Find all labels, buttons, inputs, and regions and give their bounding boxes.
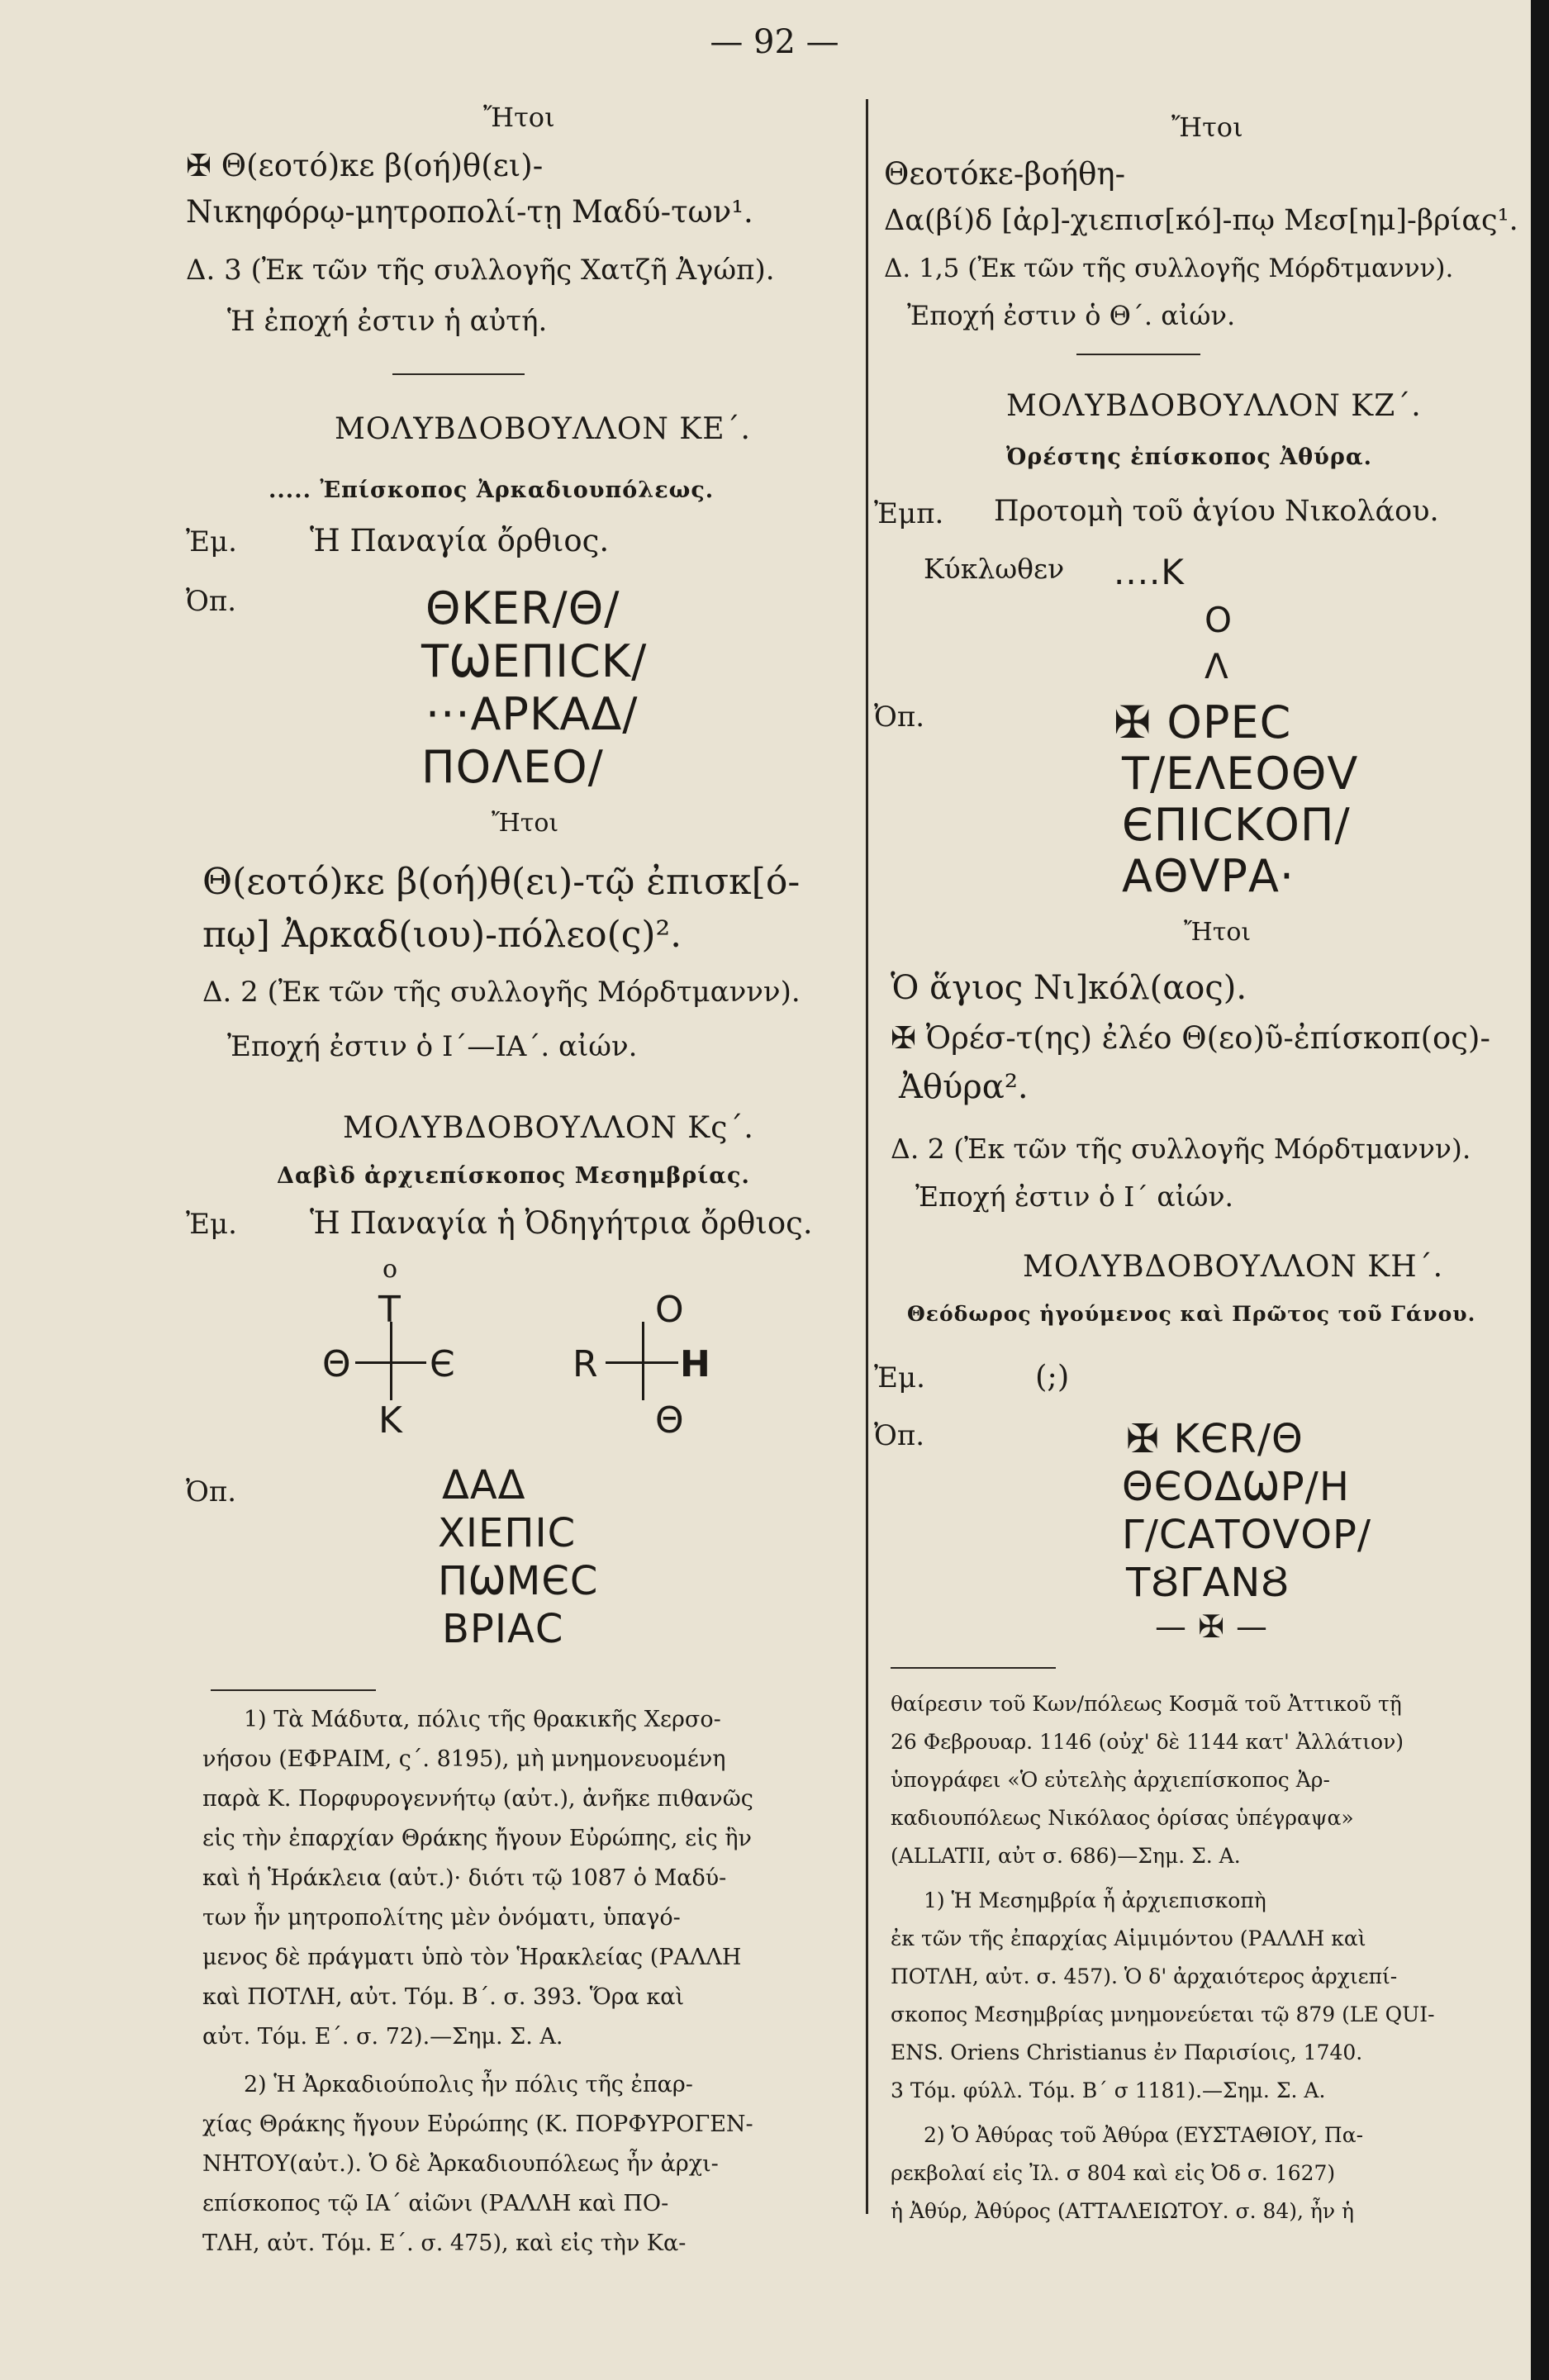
seal-inscription-line: ΔΑΔ [442,1462,526,1508]
monogram-letter: Η [680,1343,710,1385]
reverse-label: Ὀπ. [874,1419,925,1452]
seal-inscription-line: ΠѠΜЄϹ [438,1558,599,1604]
footnote-line: (ALLATII, αὐτ σ. 686)—Σημ. Σ. Α. [891,1844,1241,1868]
seal-inscription-line: ΧΙΕΠΙϹ [438,1510,577,1556]
reverse-label: Ὀπ. [186,1475,237,1508]
intro-line: Δ. 1,5 (Ἐκ τῶν τῆς συλλογῆς Μόρδτμαννν). [884,254,1454,283]
monogram-letter: Ο [655,1289,684,1331]
footnote-line: καδιουπόλεως Νικόλαος ὁρίσας ὑπέγραψα» [891,1806,1354,1830]
footnote-line: των ἦν μητροπολίτης μὲν ὀνόματι, ὑπαγό- [202,1905,681,1931]
monogram-top-letter: ο [382,1255,398,1284]
seal-inscription-line: ✠ KЄR/Θ [1126,1416,1304,1462]
section-heading: ΜΟΛΥΒΔΟΒΟΥΛΛΟΝ ΚΕ΄. [335,412,751,446]
footnote-line: εἰς τὴν ἐπαρχίαν Θράκης ἤγουν Εὐρώπης, εἰς ἣν [202,1826,752,1851]
footnote-line: σκοπος Μεσημβρίας μνημονεύεται τῷ 879 (LE QUI- [891,2002,1435,2026]
intro-line: Δ. 3 (Ἐκ τῶν τῆς συλλογῆς Χατζῆ Ἀγώπ). [186,254,775,287]
footnote-line: χίας Θράκης ἤγουν Εὐρώπης (Κ. ΠΟΡΦΥΡΟΓΕΝ- [202,2112,753,2137]
reading-line: Ὁ ἅγιος Νι]κόλ(αος). [891,969,1247,1007]
hitoi-label: Ἤτοι [1184,918,1252,947]
seal-inscription-line: ЄΠΙϹΚΟΠ/ [1122,799,1351,851]
seal-inscription-line: ΠΟΛΕΟ/ [421,741,604,793]
section-rule [392,373,525,375]
footnote-line: ENS. Oriens Christianus ἐν Παρισίοις, 1740. [891,2040,1363,2064]
seal-inscription-line: ΤѠΕΠΙϹΚ/ [421,635,648,687]
intro-line: Νικηφόρῳ-μητροπολί-τῃ Μαδύ-των¹. [186,194,753,230]
footnote-line: ἡ Ἀθύρ, Ἀθύρος (ΑΤΤΑΛΕΙΩΤΟΥ. σ. 84), ἦν ἡ [891,2199,1355,2223]
footnote-line: αὐτ. Τόμ. Ε΄. σ. 72).—Σημ. Σ. Α. [202,2024,563,2050]
obverse-label: Ἐμπ. [874,497,944,530]
cruciform-monogram-left [306,1289,471,1442]
cruciform-monogram-right [573,1289,738,1442]
footnote-line: 2) Ὁ Ἀθύρας τοῦ Ἀθύρα (ΕΥΣΤΑΘΙΟΥ, Πα- [924,2123,1364,2147]
hitoi-label: Ἤτοι [492,809,559,838]
around-letter: Ο [1205,600,1233,640]
section-rule [1076,354,1200,355]
seal-inscription-line: ΒΡΙΑϹ [442,1606,564,1652]
hitoi-label: Ἤτοι [1171,112,1243,143]
dimension-note: Δ. 2 (Ἐκ τῶν τῆς συλλογῆς Μόρδτμαννν). [891,1133,1471,1165]
page-number: — 92 — [710,23,839,61]
section-subheading: Δαβὶδ ἀρχιεπίσκοπος Μεσημβρίας. [277,1163,750,1189]
footnote-rule [211,1689,376,1691]
footnote-line: 26 Φεβρουαρ. 1146 (οὐχ' δὲ 1144 κατ' Ἀλλάτιον) [891,1730,1404,1754]
monogram-letter: Τ [378,1289,401,1331]
reading-line: Θ(εοτό)κε β(οή)θ(ει)-τῷ ἐπισκ[ό- [202,861,801,903]
seal-inscription-line: ✠ ΟΡΕϹ [1114,696,1292,748]
reverse-label: Ὀπ. [186,585,237,618]
intro-line: Θεοτόκε-βοήθη- [884,156,1126,192]
monogram-letter: Κ [378,1399,402,1442]
footnote-line: ρεκβολαί εἰς Ἰλ. σ 804 καὶ εἰς Ὀδ σ. 1627) [891,2161,1336,2185]
section-heading: ΜΟΛΥΒΔΟΒΟΥΛΛΟΝ Κς΄. [343,1111,754,1145]
epoch-note: Ἐποχή ἐστιν ὁ Ι΄ αἰών. [915,1180,1234,1213]
footnote-line: ΝΗΤΟΥ(αὐτ.). Ὁ δὲ Ἀρκαδιουπόλεως ἦν ἀρχι- [202,2151,719,2177]
monogram-letter: Θ [322,1343,351,1385]
page-edge [1531,0,1549,2380]
around-letter: Λ [1205,646,1229,686]
monogram-bar [355,1361,426,1364]
obverse-label: Ἐμ. [874,1361,925,1394]
seal-inscription-line: ΑΘVΡΑ· [1122,850,1295,902]
section-heading: ΜΟΛΥΒΔΟΒΟΥΛΛΟΝ ΚΖ΄. [1006,389,1422,423]
seal-inscription-line: Γ/ϹΑΤΟVΟΡ/ [1122,1512,1372,1558]
reading-line: ✠ Ὀρέσ-τ(ης) ἐλέο Θ(εο)ῦ-ἐπίσκοπ(ος)- [891,1020,1490,1056]
seal-inscription-line: ΘЄΟΔѠΡ/Η [1122,1464,1350,1510]
section-heading: ΜΟΛΥΒΔΟΒΟΥΛΛΟΝ ΚΗ΄. [1023,1250,1444,1284]
reverse-label: Ὀπ. [874,701,925,734]
footnote-line: ΠΟΤΛΗ, αὐτ. σ. 457). Ὁ δ' ἀρχαιότερος ἀρχιεπί- [891,1964,1398,1988]
footnote-rule [891,1667,1056,1669]
intro-line: Ἐποχή ἐστιν ὁ Θ΄. αἰών. [907,300,1236,331]
intro-line: ✠ Θ(εοτό)κε β(οή)θ(ει)- [186,148,544,183]
footnote-line: ΤΛΗ, αὐτ. Τόμ. Ε΄. σ. 475), καὶ εἰς τὴν Κα- [202,2230,687,2256]
seal-inscription-line: ···ΑΡΚΑΔ/ [425,688,639,740]
dimension-note: Δ. 2 (Ἐκ τῶν τῆς συλλογῆς Μόρδτμαννν). [202,976,801,1009]
footnote-line: 1) Ἡ Μεσημβρία ἦ ἀρχιεπισκοπὴ [924,1888,1266,1912]
left-column [186,91,863,2354]
section-subheading: Ὀρέστης ἐπίσκοπος Ἀθύρα. [1006,444,1373,470]
obverse-description: Ἡ Παναγία ὄρθιος. [310,523,610,558]
obverse-description: Ἡ Παναγία ἡ Ὀδηγήτρια ὄρθιος. [310,1205,813,1241]
footnote-line: 1) Τὰ Μάδυτα, πόλις τῆς θρακικῆς Χερσο- [244,1707,721,1732]
intro-line: Δα(βί)δ [ἀρ]-χιεπισ[κό]-πῳ Μεσ[ημ]-βρίας¹. [884,204,1518,237]
obverse-label: Ἐμ. [186,1208,237,1241]
reading-line: Ἀθύρα². [899,1068,1029,1106]
obverse-description: Προτομὴ τοῦ ἁγίου Νικολάου. [994,495,1439,528]
epoch-note: Ἐποχή ἐστιν ὁ Ι΄—ΙΑ΄. αἰών. [227,1030,638,1063]
intro-line: Ἡ ἐποχή ἐστιν ἡ αὐτή. [227,305,548,338]
reading-line: πῳ] Ἀρκαδ(ιου)-πόλεο(ς)². [202,914,682,956]
footnote-line: 2) Ἡ Ἀρκαδιούπολις ἦν πόλις τῆς ἐπαρ- [244,2072,693,2097]
seal-inscription-line: — ✠ — [1155,1608,1268,1645]
seal-inscription-line: ΤȢΓΑΝȢ [1126,1560,1290,1606]
obverse-description: (;) [1035,1359,1070,1394]
section-subheading: Θεόδωρος ἡγούμενος καὶ Πρῶτος τοῦ Γάνου. [907,1302,1476,1326]
monogram-letter: Θ [655,1399,684,1442]
footnote-line: καὶ ἡ Ἡράκλεια (αὐτ.)· διότι τῷ 1087 ὁ Μαδύ- [202,1865,727,1891]
footnote-line: νήσου (ΕΦΡΑΙΜ, ς΄. 8195), μὴ μνημονευομένη [202,1746,726,1772]
column-divider [866,99,868,2214]
footnote-line: ὑπογράφει «Ὁ εὐτελὴς ἀρχιεπίσκοπος Ἀρ- [891,1768,1330,1792]
monogram-letter: Є [430,1343,455,1385]
footnote-line: παρὰ Κ. Πορφυρογεννήτῳ (αὐτ.), ἀνῆκε πιθανῶς [202,1786,753,1812]
seal-inscription-line: Τ/ΕΛΕΟΘV [1122,748,1359,800]
seal-inscription-line: ΘKΕR/Θ/ [425,582,620,634]
footnote-line: θαίρεσιν τοῦ Κων/πόλεως Κοσμᾶ τοῦ Ἀττικοῦ τῇ [891,1692,1402,1716]
footnote-line: ἐκ τῶν τῆς ἐπαρχίας Αἱμιμόντου (ΡΑΛΛΗ καὶ [891,1926,1366,1950]
obverse-label: Ἐμ. [186,525,237,558]
around-label: Κύκλωθεν [924,553,1065,585]
monogram-bar [606,1361,678,1364]
right-column [874,91,1518,2354]
footnote-line: καὶ ΠΟΤΛΗ, αὐτ. Τόμ. Β΄. σ. 393. Ὅρα καὶ [202,1984,685,2010]
monogram-letter: R [573,1343,598,1385]
section-subheading: ..... Ἐπίσκοπος Ἀρκαδιουπόλεως. [268,477,715,503]
footnote-line: 3 Τόμ. φύλλ. Τόμ. Β΄ σ 1181).—Σημ. Σ. Α. [891,2078,1326,2102]
hitoi-label: Ἤτοι [483,102,555,133]
footnote-line: μενος δὲ πράγματι ὑπὸ τὸν Ἡρακλείας (ΡΑΛΛΗ [202,1945,742,1970]
footnote-line: επίσκοπος τῷ ΙΑ΄ αἰῶνι (ΡΑΛΛΗ καὶ ΠΟ- [202,2191,669,2216]
around-letter: ....Κ [1114,552,1185,592]
